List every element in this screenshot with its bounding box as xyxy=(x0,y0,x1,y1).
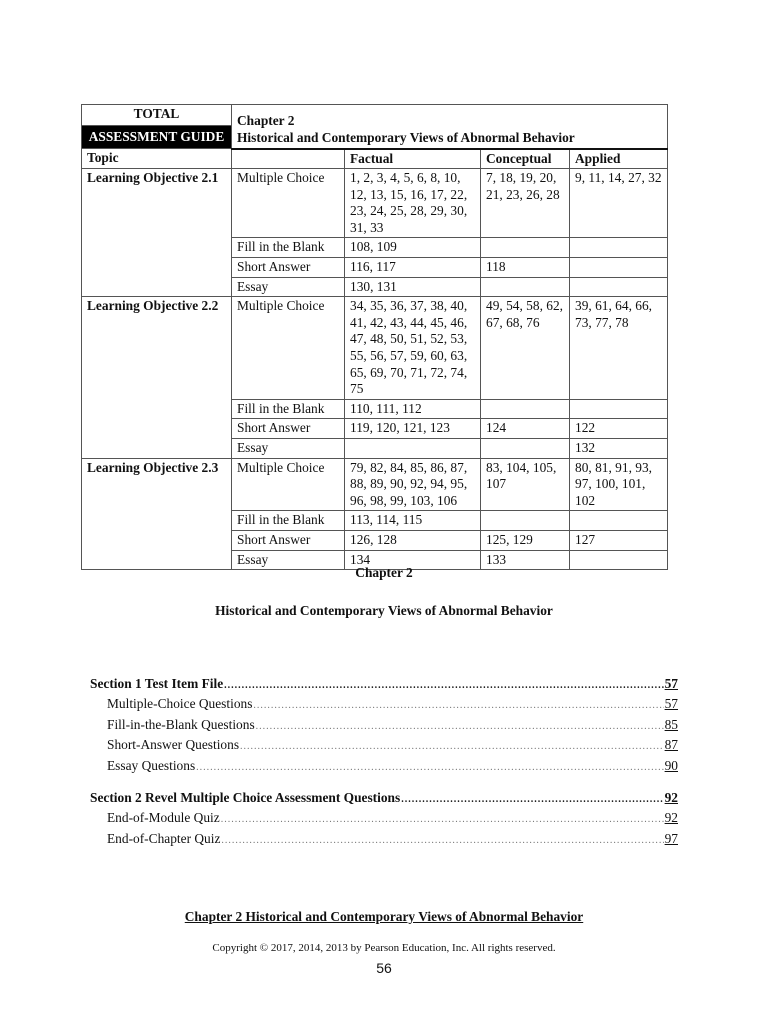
toc-leader-dots xyxy=(256,717,664,737)
learning-objective-cell: Learning Objective 2.1 xyxy=(82,169,232,297)
toc-page-link[interactable]: 92 xyxy=(664,810,678,826)
col-header-topic: Topic xyxy=(82,149,232,169)
toc-page-link[interactable]: 97 xyxy=(664,830,678,846)
toc-leader-dots xyxy=(401,790,663,810)
question-type-cell: Multiple Choice xyxy=(232,297,345,400)
toc-leader-dots xyxy=(221,831,663,851)
total-label: TOTAL xyxy=(82,105,231,126)
toc-entry-label: End-of-Module Quiz xyxy=(107,810,220,826)
question-type-cell: Short Answer xyxy=(232,258,345,278)
assessment-guide-label: ASSESSMENT GUIDE xyxy=(82,126,231,148)
toc-page-link[interactable]: 90 xyxy=(664,757,678,773)
factual-cell: 108, 109 xyxy=(345,238,481,258)
table-of-contents xyxy=(90,674,678,849)
col-header-conceptual: Conceptual xyxy=(481,149,570,169)
question-type-cell: Fill in the Blank xyxy=(232,511,345,531)
factual-cell: 79, 82, 84, 85, 86, 87, 88, 89, 90, 92, 94, 95, 96, 98, 99, 103, 106 xyxy=(345,458,481,511)
applied-cell xyxy=(570,277,668,297)
question-type-cell: Multiple Choice xyxy=(232,458,345,511)
toc-entry-label: Short-Answer Questions xyxy=(107,737,240,753)
applied-cell xyxy=(570,511,668,531)
conceptual-cell: 7, 18, 19, 20, 21, 23, 26, 28 xyxy=(481,169,570,238)
question-type-cell: Fill in the Blank xyxy=(232,399,345,419)
question-type-cell: Essay xyxy=(232,439,345,459)
footer-chapter-title-text: Chapter 2 Historical and Contemporary Views of Abnormal Behavior xyxy=(184,909,584,924)
toc-leader-dots xyxy=(240,737,664,757)
col-header-factual: Factual xyxy=(345,149,481,169)
toc-entry-label: Section 2 Revel Multiple Choice Assessment Questions xyxy=(90,789,401,805)
table-row xyxy=(82,169,668,238)
chapter-title: Historical and Contemporary Views of Abnormal Behavior xyxy=(215,603,553,618)
toc-leader-dots xyxy=(221,810,664,830)
applied-cell xyxy=(570,258,668,278)
factual-cell: 1, 2, 3, 4, 5, 6, 8, 10, 12, 13, 15, 16, 17, 22, 23, 24, 25, 28, 29, 30, 31, 33 xyxy=(345,169,481,238)
conceptual-cell: 133 xyxy=(481,550,570,570)
col-header-type xyxy=(232,149,345,169)
copyright-notice: Copyright © 2017, 2014, 2013 by Pearson Education, Inc. All rights reserved. xyxy=(212,942,556,954)
conceptual-cell: 125, 129 xyxy=(481,530,570,550)
applied-cell: 127 xyxy=(570,530,668,550)
applied-cell: 122 xyxy=(570,419,668,439)
toc-entry[interactable] xyxy=(90,735,678,755)
toc-entry[interactable] xyxy=(90,788,678,808)
toc-entry[interactable] xyxy=(90,674,678,694)
toc-entry-label: Essay Questions xyxy=(107,757,196,773)
learning-objective-cell: Learning Objective 2.3 xyxy=(82,458,232,570)
factual-cell: 34, 35, 36, 37, 38, 40, 41, 42, 43, 44, 45, 46, 47, 48, 50, 51, 52, 53, 55, 56, 57, 59, 60, 63, 65, 69, 70, 71, 72, 74, 75 xyxy=(345,297,481,400)
factual-cell: 110, 111, 112 xyxy=(345,399,481,419)
applied-cell: 39, 61, 64, 66, 73, 77, 78 xyxy=(570,297,668,400)
toc-entry-label: End-of-Chapter Quiz xyxy=(107,830,221,846)
question-type-cell: Fill in the Blank xyxy=(232,238,345,258)
question-type-cell: Essay xyxy=(232,277,345,297)
applied-cell: 9, 11, 14, 27, 32 xyxy=(570,169,668,238)
toc-page-link[interactable]: 92 xyxy=(664,789,678,805)
assessment-guide-table xyxy=(81,104,668,570)
toc-leader-dots xyxy=(196,758,663,778)
factual-cell: 134 xyxy=(345,550,481,570)
toc-page-link[interactable]: 57 xyxy=(664,696,678,712)
learning-objective-cell: Learning Objective 2.2 xyxy=(82,297,232,458)
col-header-applied: Applied xyxy=(570,149,668,169)
toc-leader-dots xyxy=(224,676,663,696)
footer-chapter-title xyxy=(0,909,768,925)
factual-cell: 113, 114, 115 xyxy=(345,511,481,531)
factual-cell xyxy=(345,439,481,459)
question-type-cell: Essay xyxy=(232,550,345,570)
toc-entry[interactable] xyxy=(90,715,678,735)
toc-page-link[interactable]: 85 xyxy=(664,716,678,732)
toc-entry-label: Multiple-Choice Questions xyxy=(107,696,253,712)
toc-page-link[interactable]: 87 xyxy=(664,737,678,753)
conceptual-cell xyxy=(481,511,570,531)
toc-entry[interactable] xyxy=(90,694,678,714)
chapter-header-cell xyxy=(232,105,668,149)
toc-entry[interactable] xyxy=(90,756,678,776)
toc-entry[interactable] xyxy=(90,808,678,828)
conceptual-cell xyxy=(481,399,570,419)
table-row xyxy=(82,458,668,511)
conceptual-cell xyxy=(481,439,570,459)
factual-cell: 116, 117 xyxy=(345,258,481,278)
table-header-row xyxy=(82,105,668,149)
toc-entry-label: Fill-in-the-Blank Questions xyxy=(107,716,255,732)
question-type-cell: Multiple Choice xyxy=(232,169,345,238)
conceptual-cell xyxy=(481,277,570,297)
chapter-label: Chapter 2 xyxy=(237,113,295,129)
assessment-guide-body xyxy=(82,105,668,570)
total-assessment-cell xyxy=(82,105,232,149)
applied-cell: 80, 81, 91, 93, 97, 100, 101, 102 xyxy=(570,458,668,511)
question-type-cell: Short Answer xyxy=(232,419,345,439)
chapter-label: Chapter 2 xyxy=(355,565,413,580)
conceptual-cell: 49, 54, 58, 62, 67, 68, 76 xyxy=(481,297,570,400)
toc-leader-dots xyxy=(253,696,663,716)
applied-cell xyxy=(570,399,668,419)
conceptual-cell: 124 xyxy=(481,419,570,439)
toc-page-link[interactable]: 57 xyxy=(664,676,678,691)
applied-cell xyxy=(570,238,668,258)
table-row xyxy=(82,297,668,400)
factual-cell: 119, 120, 121, 123 xyxy=(345,419,481,439)
page-number: 56 xyxy=(376,960,392,976)
conceptual-cell xyxy=(481,238,570,258)
conceptual-cell: 118 xyxy=(481,258,570,278)
applied-cell: 132 xyxy=(570,439,668,459)
toc-entry[interactable] xyxy=(90,829,678,849)
column-header-row xyxy=(82,149,668,169)
factual-cell: 130, 131 xyxy=(345,277,481,297)
chapter-title: Historical and Contemporary Views of Abnormal Behavior xyxy=(237,129,575,145)
conceptual-cell: 83, 104, 105, 107 xyxy=(481,458,570,511)
question-type-cell: Short Answer xyxy=(232,530,345,550)
factual-cell: 126, 128 xyxy=(345,530,481,550)
toc-entry-label: Section 1 Test Item File xyxy=(90,676,224,691)
